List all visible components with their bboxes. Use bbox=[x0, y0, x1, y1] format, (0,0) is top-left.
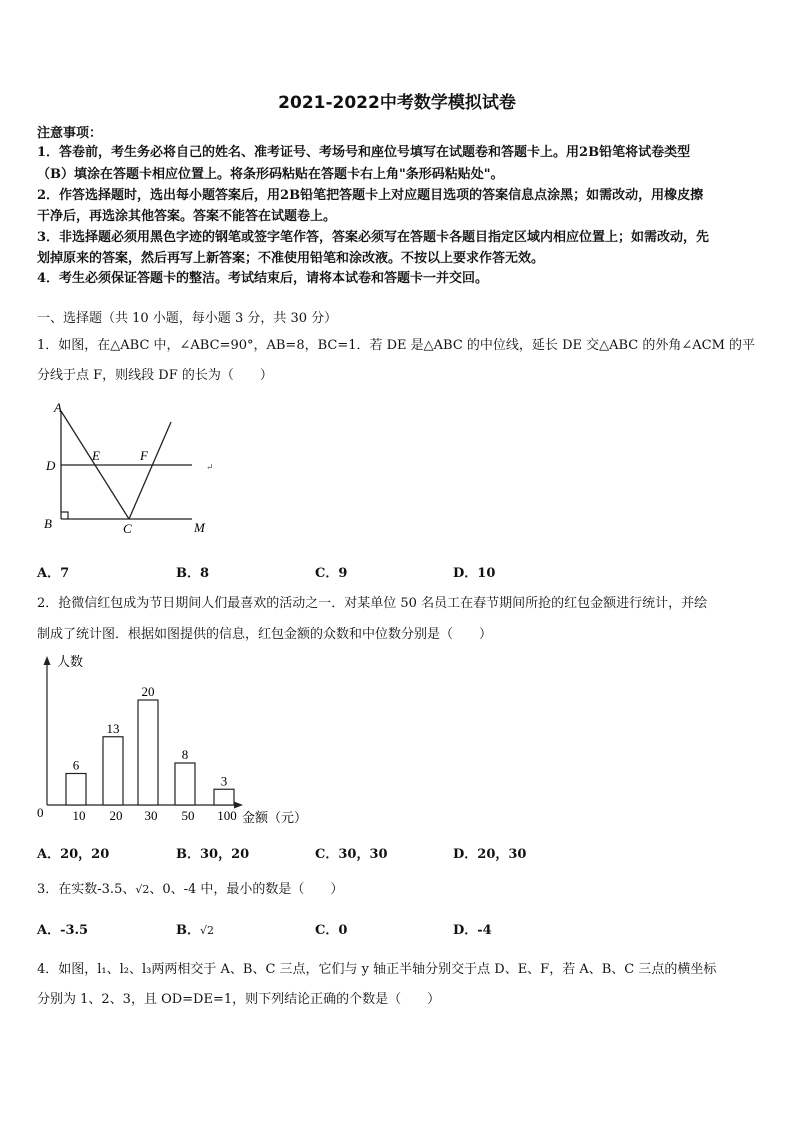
bar-chart bbox=[30, 650, 320, 830]
section-heading: 一、选择题（共 10 小题，每小题 3 分，共 30 分） bbox=[37, 311, 338, 326]
q4-stem-line1: 4．如图，l₁、l₂、l₃两两相交于 A、B、C 三点，它们与 y 轴正半轴分别交于点 D、E、F，若 A、B、C 三点的横坐标 bbox=[37, 962, 717, 977]
notice-line: 2．作答选择题时，选出每小题答案后，用2B铅笔把答题卡上对应题目选项的答案信息点涂黑；如需改动，用橡皮擦 bbox=[37, 188, 704, 203]
bar-50 bbox=[175, 763, 195, 805]
q1-option-d[interactable]: D．10 bbox=[453, 566, 496, 581]
label-e: E bbox=[92, 448, 100, 463]
q2-option-d[interactable]: D．20，30 bbox=[453, 847, 527, 862]
q1-option-c[interactable]: C．9 bbox=[315, 566, 348, 581]
bar-series bbox=[66, 684, 237, 823]
q3-stem-part1: 3．在实数-3.5、 bbox=[37, 882, 136, 897]
label-b: B bbox=[44, 516, 52, 531]
bar-20 bbox=[103, 737, 123, 805]
notice-line: （B）填涂在答题卡相应位置上。将条形码粘贴在答题卡右上角"条形码粘贴处"。 bbox=[37, 167, 504, 182]
notice-line: 3．非选择题必须用黑色字迹的钢笔或签字笔作答，答案必须写在答题卡各题目指定区域内相应位置上；如需改动，先 bbox=[37, 230, 710, 245]
bar-value-label: 8 bbox=[181, 747, 189, 762]
q1-figure bbox=[38, 396, 228, 544]
q1-stem-line2: 分线于点 F，则线段 DF 的长为（ ） bbox=[37, 368, 273, 383]
q1-stem-line1: 1．如图，在△ABC 中，∠ABC=90°，AB=8，BC=1．若 DE 是△ABC 的中位线，延长 DE 交△ABC 的外角∠ACM 的平 bbox=[37, 338, 756, 353]
right-angle-mark bbox=[61, 512, 68, 519]
bar-value-label: 13 bbox=[106, 720, 120, 736]
q3-option-c[interactable]: C．0 bbox=[315, 923, 348, 938]
q3-stem bbox=[37, 878, 343, 897]
page-title: 2021-2022中考数学模拟试卷 bbox=[278, 93, 516, 113]
q4-stem-line2: 分别为 1、2、3，且 OD=DE=1，则下列结论正确的个数是（ ） bbox=[37, 992, 441, 1007]
bisector-cf bbox=[129, 422, 171, 519]
y-axis-label: 人数 bbox=[57, 654, 84, 669]
bar-100 bbox=[214, 789, 234, 805]
origin-label: 0 bbox=[37, 805, 44, 820]
x-axis-label: 金额（元） bbox=[242, 810, 308, 825]
q2-stem-line1: 2．抢微信红包成为节日期间人们最喜欢的活动之一．对某单位 50 名员工在春节期间所抢的红包金额进行统计，并绘 bbox=[37, 596, 708, 611]
sqrt-two: √2 bbox=[135, 883, 150, 896]
notice-line: 划掉原来的答案，然后再写上新答案；不准使用铅笔和涂改液。不按以上要求作答无效。 bbox=[37, 251, 545, 266]
q3-option-b[interactable] bbox=[176, 919, 214, 938]
bar-30 bbox=[138, 700, 158, 805]
q3-stem-part2: 、0、-4 中，最小的数是（ ） bbox=[149, 882, 344, 897]
q3-option-a[interactable]: A．-3.5 bbox=[37, 923, 89, 938]
x-tick-label: 30 bbox=[144, 808, 158, 823]
q2-option-b[interactable]: B．30，20 bbox=[176, 847, 250, 862]
label-m: M bbox=[194, 520, 205, 535]
q1-option-a[interactable]: A．7 bbox=[37, 566, 70, 581]
notice-line: 干净后，再选涂其他答案。答案不能答在试题卷上。 bbox=[37, 209, 337, 224]
notice-heading: 注意事项： bbox=[37, 126, 103, 141]
bar-value-label: 6 bbox=[72, 757, 80, 773]
q3-option-d[interactable]: D．-4 bbox=[453, 923, 492, 938]
x-tick-label: 20 bbox=[109, 808, 123, 823]
q2-option-c[interactable]: C．30，30 bbox=[315, 847, 388, 862]
x-tick-label: 10 bbox=[72, 808, 86, 823]
q2-option-a[interactable]: A．20，20 bbox=[37, 847, 110, 862]
label-a: A bbox=[54, 400, 62, 415]
q1-option-b[interactable]: B．8 bbox=[176, 566, 210, 581]
q2-stem-line2: 制成了统计图．根据如图提供的信息，红包金额的众数和中位数分别是（ ） bbox=[37, 627, 493, 642]
label-c: C bbox=[123, 521, 132, 536]
bar-value-label: 3 bbox=[220, 773, 228, 789]
return-mark: ↵ bbox=[206, 462, 214, 472]
sqrt-two: √2 bbox=[200, 924, 215, 937]
y-axis-arrow bbox=[44, 656, 51, 665]
label-d: D bbox=[46, 458, 56, 473]
q3-option-b-label: B． bbox=[176, 923, 200, 938]
x-tick-label: 50 bbox=[181, 808, 195, 823]
bar-10 bbox=[66, 774, 86, 806]
notice-line: 1．答卷前，考生务必将自己的姓名、准考证号、考场号和座位号填写在试题卷和答题卡上。用2B铅笔将试卷类型 bbox=[37, 145, 691, 160]
bar-value-label: 20 bbox=[141, 684, 155, 699]
x-tick-label: 100 bbox=[217, 808, 237, 823]
notice-line: 4．考生必须保证答题卡的整洁。考试结束后，请将本试卷和答题卡一并交回。 bbox=[37, 271, 489, 286]
label-f: F bbox=[140, 448, 148, 463]
